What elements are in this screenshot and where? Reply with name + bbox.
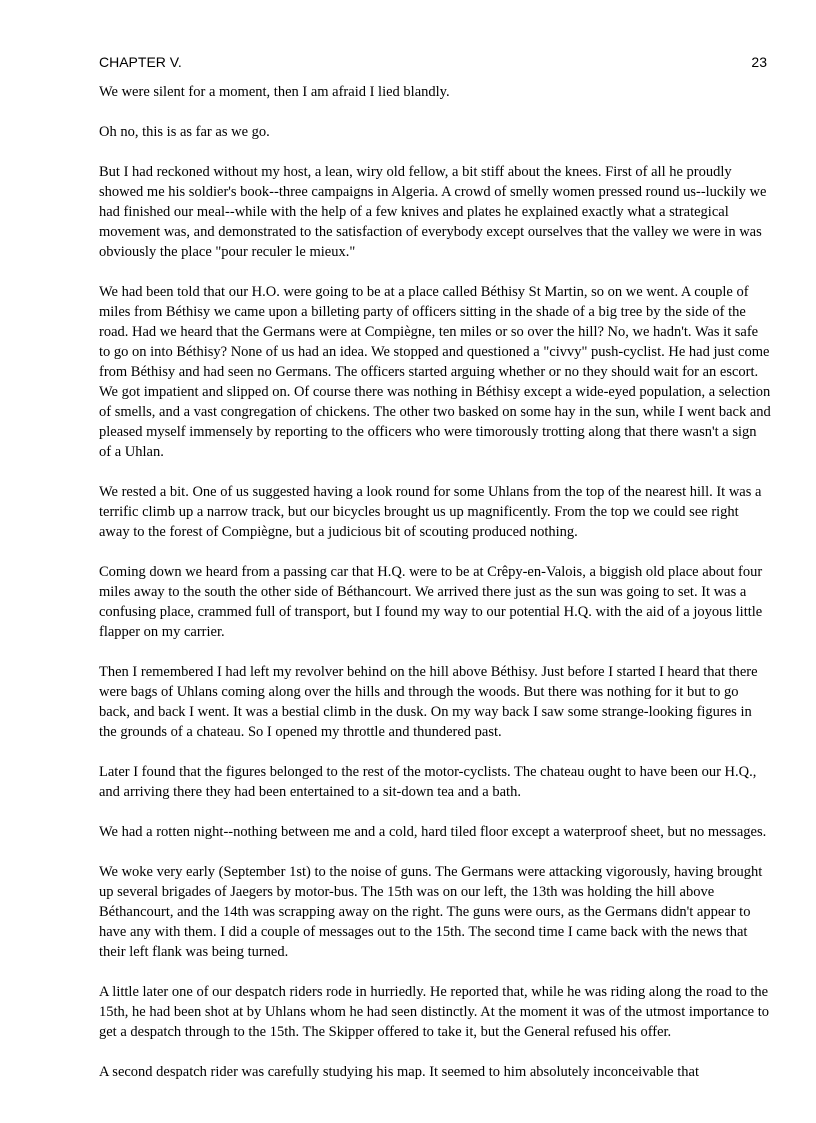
paragraph: We rested a bit. One of us suggested having a look round for some Uhlans from the top of the nearest hill. It was a terrific climb up a narrow track, but our bicycles brought us up magnificently. From the top we could see right away to the forest of Compiègne, but a judicious bit of scouting produced nothing. <box>99 484 762 540</box>
paragraph: We had a rotten night--nothing between me and a cold, hard tiled floor except a waterproof sheet, but no messages. <box>99 824 767 840</box>
paragraph: We woke very early (September 1st) to the noise of guns. The Germans were attacking vigorously, having brought up several brigades of Jaegers by motor-bus. The 15th was on our left, the 13th was holding the hill above Béthancourt, and the 14th was scrapping away on the right. The guns were ours, as the Germans didn't appear to have any with them. I did a couple of messages out to the 15th. The second time I came back with the news that their left flank was being turned. <box>99 864 763 960</box>
paragraph: Oh no, this is as far as we go. <box>99 124 270 140</box>
paragraph: A little later one of our despatch riders rode in hurriedly. He reported that, while he was riding along the road to the 15th, he had been shot at by Uhlans whom he had seen distinctly. At the moment it was of the utmost importance to get a despatch through to the 15th. The Skipper offered to take it, but the General refused his offer. <box>99 984 769 1040</box>
chapter-title: CHAPTER V. <box>99 54 182 70</box>
paragraph: A second despatch rider was carefully studying his map. It seemed to him absolutely inconceivable that <box>99 1064 699 1080</box>
page-header <box>99 53 767 71</box>
body-text <box>99 82 771 1102</box>
paragraph: Later I found that the figures belonged to the rest of the motor-cyclists. The chateau ought to have been our H.Q., and arriving there they had been entertained to a sit-down tea and a bath. <box>99 764 757 800</box>
paragraph: We were silent for a moment, then I am afraid I lied blandly. <box>99 84 450 100</box>
page-number: 23 <box>751 54 767 70</box>
paragraph: Then I remembered I had left my revolver behind on the hill above Béthisy. Just before I started I heard that there were bags of Uhlans coming along over the hills and through the woods. But there was nothing for it but to go back, and back I went. It was a bestial climb in the dusk. On my way back I saw some strange-looking figures in the grounds of a chateau. So I opened my throttle and thundered past. <box>99 664 758 740</box>
paragraph: But I had reckoned without my host, a lean, wiry old fellow, a bit stiff about the knees. First of all he proudly showed me his soldier's book--three campaigns in Algeria. A crowd of smelly women pressed round us--luckily we had finished our meal--while with the help of a few knives and plates he explained exactly what a strategical movement was, and demonstrated to the satisfaction of everybody except ourselves that the valley we were in was obviously the place "pour reculer le mieux." <box>99 164 767 260</box>
paragraph: Coming down we heard from a passing car that H.Q. were to be at Crêpy-en-Valois, a biggish old place about four miles away to the south the other side of Béthancourt. We arrived there just as the sun was going to set. It was a confusing place, crammed full of transport, but I found my way to our potential H.Q. with the aid of a joyous little flapper on my carrier. <box>99 564 763 640</box>
paragraph: We had been told that our H.O. were going to be at a place called Béthisy St Martin, so on we went. A couple of miles from Béthisy we came upon a billeting party of officers sitting in the shade of a big tree by the side of the road. Had we heard that the Germans were at Compiègne, ten miles or so over the hill? No, we hadn't. Was it safe to go on into Béthisy? None of us had an idea. We stopped and questioned a "civvy" push-cyclist. He had just come from Béthisy and had seen no Germans. The officers started arguing whether or no they should wait for an escort. We got impatient and slipped on. Of course there was nothing in Béthisy except a wide-eyed population, a selection of smells, and a vast congregation of chickens. The other two basked on some hay in the sun, while I went back and pleased myself immensely by reporting to the officers who were timorously trotting along that there wasn't a sign of a Uhlan. <box>99 284 771 460</box>
